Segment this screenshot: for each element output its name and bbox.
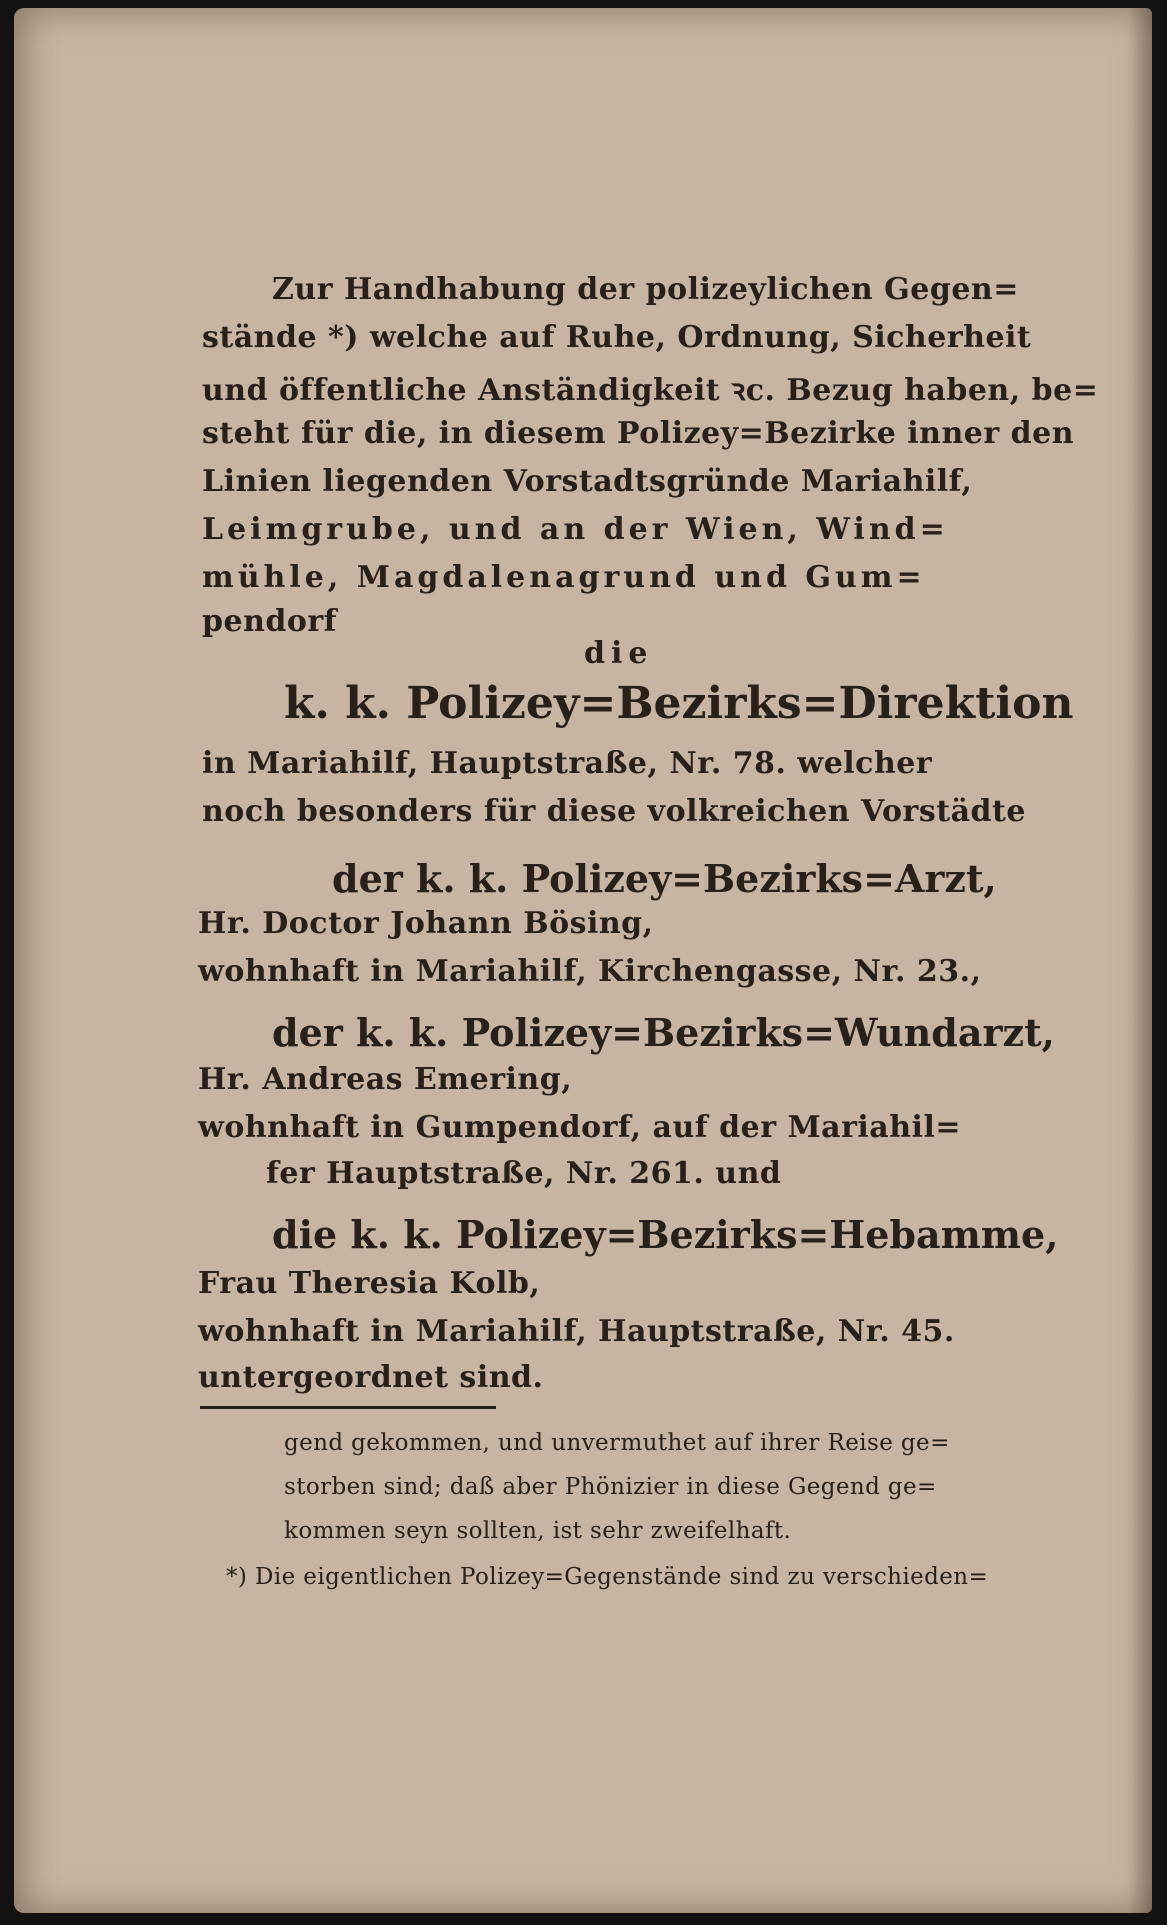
book-page [14,8,1152,1913]
hebamme-name: Frau Theresia Kolb, [198,1266,541,1301]
footnote-line-2: storben sind; daß aber Phönizier in diese Gegend ge= [284,1474,937,1500]
paragraph-line-2: stände *) welche auf Ruhe, Ordnung, Sicherheit [202,320,1032,355]
wundarzt-address-2: fer Hauptstraße, Nr. 261. und [266,1156,782,1191]
hebamme-title: die k. k. Polizey=Bezirks=Hebamme, [272,1212,1059,1257]
die-word: die [584,636,654,671]
paragraph-line-8: pendorf [202,604,338,639]
direktion-line-2: noch besonders für diese volkreichen Vorstädte [202,794,1026,829]
footnote-rule [200,1406,496,1409]
wundarzt-address-1: wohnhaft in Gumpendorf, auf der Mariahil= [198,1110,961,1145]
arzt-title: der k. k. Polizey=Bezirks=Arzt, [332,856,997,901]
paragraph-line-5: Linien liegenden Vorstadtsgründe Mariahilf, [202,464,973,499]
footnote-line-3: kommen seyn sollten, ist sehr zweifelhaft. [284,1518,792,1544]
paragraph-line-3: und öffentliche Anständigkeit ꝛc. Bezug haben, be= [202,373,1099,408]
footnote-line-4: *) Die eigentlichen Polizey=Gegenstände sind zu verschieden= [226,1564,989,1590]
arzt-name: Hr. Doctor Johann Bösing, [198,906,654,941]
closing-line: untergeordnet sind. [198,1360,544,1395]
direktion-line-1: in Mariahilf, Hauptstraße, Nr. 78. welcher [202,746,933,781]
arzt-address: wohnhaft in Mariahilf, Kirchengasse, Nr. 23., [198,954,982,989]
hebamme-address: wohnhaft in Mariahilf, Hauptstraße, Nr. 45. [198,1314,955,1349]
paragraph-line-6: Leimgrube, und an der Wien, Wind= [202,512,949,547]
direktion-title: k. k. Polizey=Bezirks=Direktion [284,678,1074,729]
paragraph-line-4: steht für die, in diesem Polizey=Bezirke inner den [202,416,1075,451]
footnote-line-1: gend gekommen, und unvermuthet auf ihrer Reise ge= [284,1430,950,1456]
wundarzt-title: der k. k. Polizey=Bezirks=Wundarzt, [272,1010,1055,1055]
wundarzt-name: Hr. Andreas Emering, [198,1062,573,1097]
paragraph-line-7: mühle, Magdalenagrund und Gum= [202,560,926,595]
paragraph-line-1: Zur Handhabung der polizeylichen Gegen= [272,272,1019,307]
